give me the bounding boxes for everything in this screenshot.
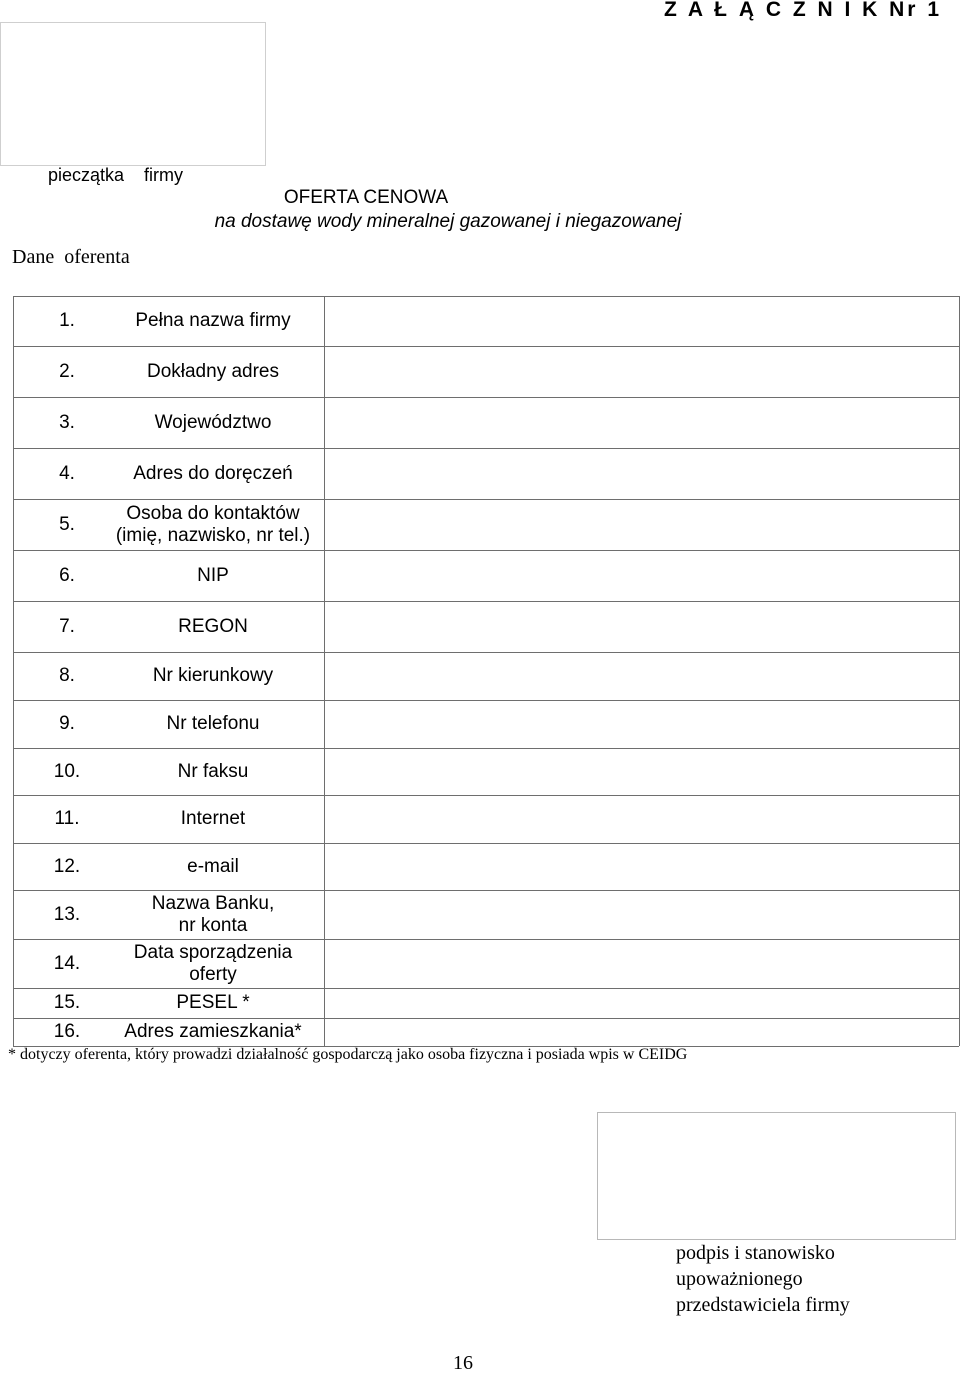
row-value-field[interactable] bbox=[326, 450, 957, 498]
company-stamp-label: pieczątka firmy bbox=[48, 165, 184, 185]
footnote: * dotyczy oferenta, który prowadzi działalność gospodarczą jako osoba fizyczna i posiada wpis w CEIDG bbox=[8, 1046, 688, 1063]
row-label-line: nr konta bbox=[178, 914, 248, 936]
row-label-line: Nazwa Banku, bbox=[151, 892, 275, 914]
row-value-field[interactable] bbox=[326, 941, 957, 987]
row-value-field[interactable] bbox=[326, 845, 957, 889]
row-label bbox=[53, 296, 373, 346]
row-value-field[interactable] bbox=[326, 348, 957, 396]
signature-label-line: podpis i stanowisko bbox=[676, 1242, 835, 1264]
row-number: 3. bbox=[59, 411, 75, 433]
row-number: 10. bbox=[53, 760, 81, 782]
row-number: 8. bbox=[59, 665, 75, 686]
row-label bbox=[53, 795, 373, 843]
row-number: 12. bbox=[53, 855, 81, 877]
row-label-line: Osoba do kontaktów bbox=[126, 502, 300, 524]
offer-title: OFERTA CENOWA bbox=[283, 187, 449, 208]
row-number: 13. bbox=[53, 903, 81, 925]
row-label bbox=[53, 988, 373, 1018]
row-value-field[interactable] bbox=[326, 702, 957, 747]
row-label-line: Adres do doręczeń bbox=[133, 462, 293, 484]
row-value-field[interactable] bbox=[326, 654, 957, 699]
row-label-line: Pełna nazwa firmy bbox=[135, 310, 291, 331]
row-label bbox=[53, 748, 373, 795]
row-value-field[interactable] bbox=[326, 298, 957, 345]
row-label-line: Dokładny adres bbox=[146, 360, 280, 382]
row-label bbox=[53, 890, 373, 939]
row-label-line: PESEL * bbox=[176, 992, 250, 1013]
row-number: 14. bbox=[53, 952, 81, 974]
signature-label-line: przedstawiciela firmy bbox=[676, 1294, 850, 1316]
row-number: 7. bbox=[59, 615, 75, 637]
row-value-field[interactable] bbox=[326, 552, 957, 600]
signature-label bbox=[676, 1240, 850, 1318]
row-value-field[interactable] bbox=[326, 750, 957, 794]
row-number: 5. bbox=[59, 513, 75, 535]
row-label bbox=[53, 346, 373, 397]
page-number: 16 bbox=[453, 1352, 473, 1374]
row-label bbox=[53, 601, 373, 652]
row-label-line: Data sporządzenia bbox=[133, 941, 293, 963]
row-label-line: e-mail bbox=[187, 855, 239, 877]
company-stamp-box bbox=[0, 22, 266, 166]
row-value-field[interactable] bbox=[326, 501, 957, 549]
row-number: 1. bbox=[59, 310, 75, 331]
signature-box bbox=[597, 1112, 956, 1240]
row-label bbox=[53, 499, 373, 550]
row-label bbox=[53, 843, 373, 890]
row-number: 2. bbox=[59, 360, 75, 382]
row-number: 6. bbox=[59, 564, 75, 586]
attachment-title: Z A Ł Ą C Z N I K Nr 1 bbox=[664, 0, 942, 21]
row-label bbox=[53, 1018, 373, 1046]
row-value-field[interactable] bbox=[326, 1020, 957, 1045]
signature-label-line: upoważnionego bbox=[676, 1268, 803, 1290]
row-label-line: Nr faksu bbox=[177, 760, 249, 782]
row-value-field[interactable] bbox=[326, 399, 957, 447]
row-number: 16. bbox=[53, 1021, 81, 1042]
row-value-field[interactable] bbox=[326, 797, 957, 842]
row-label bbox=[53, 700, 373, 748]
row-label bbox=[53, 939, 373, 988]
row-label bbox=[53, 448, 373, 499]
row-label bbox=[53, 652, 373, 700]
row-label bbox=[53, 397, 373, 448]
row-value-field[interactable] bbox=[326, 892, 957, 938]
row-number: 15. bbox=[53, 992, 81, 1013]
row-label-line: Adres zamieszkania* bbox=[124, 1021, 302, 1042]
row-label-line: REGON bbox=[178, 615, 248, 637]
row-label-line: NIP bbox=[197, 564, 229, 586]
bidder-data-label: Dane oferenta bbox=[12, 246, 130, 268]
row-label-line: (imię, nazwisko, nr tel.) bbox=[115, 524, 311, 546]
row-label-line: Nr kierunkowy bbox=[152, 665, 274, 686]
row-number: 9. bbox=[59, 713, 75, 734]
row-label-line: Nr telefonu bbox=[166, 713, 260, 734]
row-label bbox=[53, 550, 373, 601]
row-value-field[interactable] bbox=[326, 603, 957, 651]
offer-subtitle: na dostawę wody mineralnej gazowanej i niegazowanej bbox=[214, 211, 682, 232]
row-label-line: oferty bbox=[189, 963, 237, 985]
row-number: 4. bbox=[59, 462, 75, 484]
row-label-line: Internet bbox=[180, 808, 246, 829]
row-value-field[interactable] bbox=[326, 990, 957, 1017]
row-number: 11. bbox=[54, 808, 80, 829]
row-label-line: Województwo bbox=[154, 411, 272, 433]
